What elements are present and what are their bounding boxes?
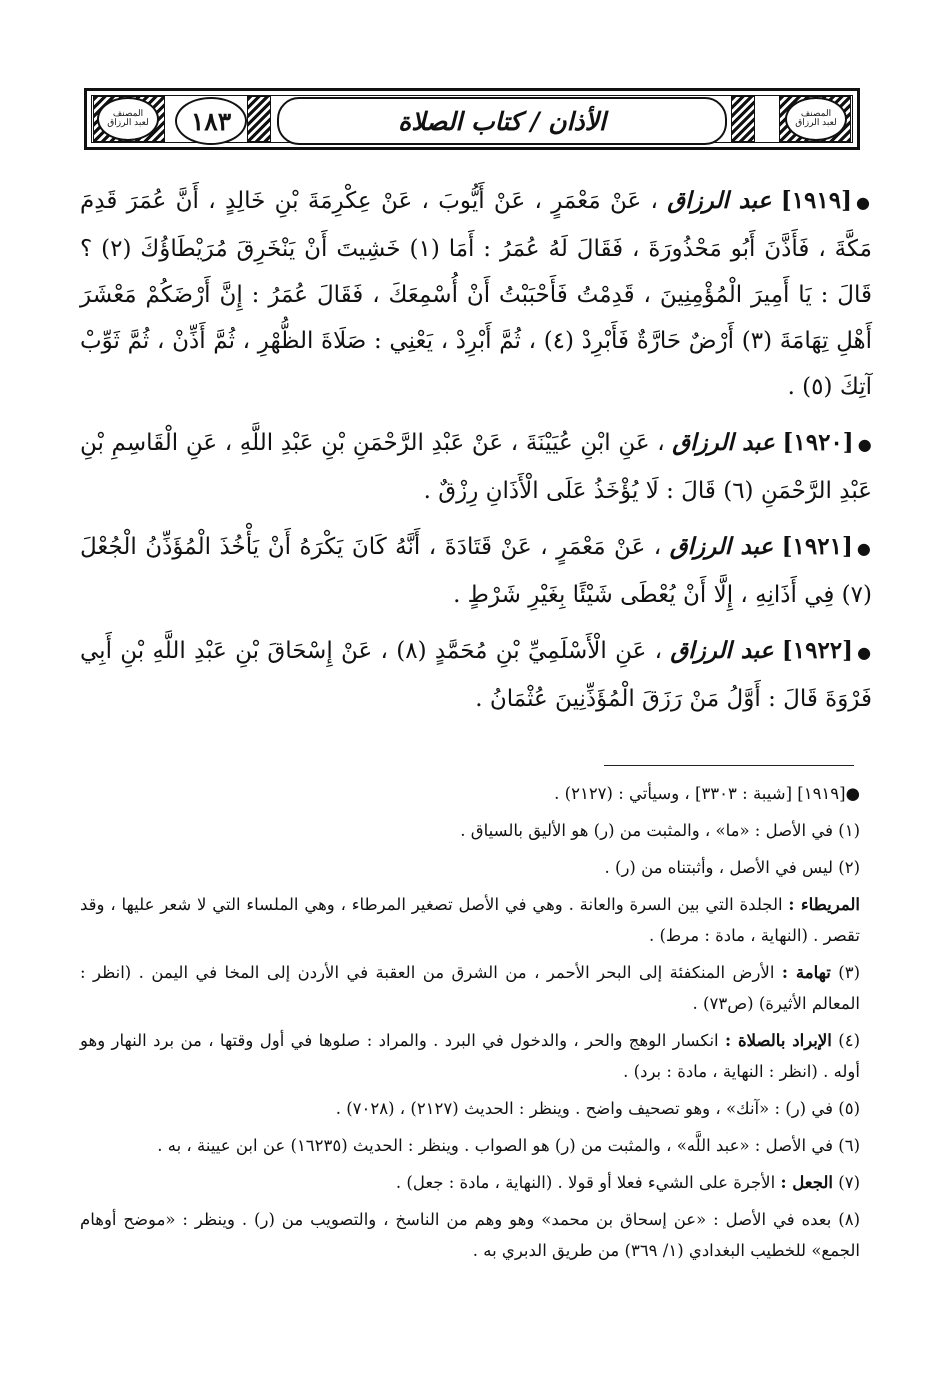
header-ornament-mid-right <box>731 96 755 142</box>
hadith-number: [١٩٢٠] <box>782 429 854 456</box>
footnote-term: المريطاء : <box>788 895 861 914</box>
hadith-text: ، عَنْ مَعْمَرٍ ، عَنْ أَيُّوبَ ، عَنْ عِكْرِمَةَ بْنِ خَالِدٍ ، أَنَّ عُمَرَ قَدِمَ مَكَّةَ ، فَأَذَّنَ أَبُو مَحْذُورَةَ ، فَقَالَ لَهُ عُمَرُ : أَمَا (١) خَشِيتَ أَنْ يَنْخَرِقَ مُرَيْطَاؤُكَ (٢) ؟ قَالَ : يَا أَمِيرَ الْمُؤْمِنِينَ ، قَدِمْتُ فَأَحْبَبْتُ أَنْ أُسْمِعَكَ ، فَقَالَ عُمَرُ : إِنَّ أَرْضَكُمْ مَعْشَرَ أَهْلِ تِهَامَةَ (٣) أَرْضٌ حَارَّةٌ فَأَبْرِدْ (٤) ، ثُمَّ أَبْرِدْ ، يَعْنِي : صَلَاةَ الظُّهْرِ ، ثُمَّ أَذِّنْ ، ثُمَّ ثَوِّبْ آتِكَ (٥) . <box>80 188 873 400</box>
footnote-text: الأجرة على الشيء فعلا أو قولا . (النهاية ، مادة : جعل) . <box>395 1173 776 1192</box>
seal-logo-left: المصنف لعبد الرزاق <box>97 97 159 141</box>
footnote-lead: ●[١٩١٩] <box>797 784 860 803</box>
hadith-author: عبد الرزاق <box>667 187 772 214</box>
footnote-lead: (٢) <box>838 858 860 877</box>
footnote-3 <box>80 957 860 1019</box>
footnote-separator <box>604 765 854 766</box>
footnote-text: الجلدة التي بين السرة والعانة . وهي في الأصل تصغير المرطاء ، وهي الملساء التي لا شعر عليها ، وقد تقصر . (النهاية ، مادة : مرط) . <box>80 895 860 945</box>
footnote-7 <box>80 1167 860 1198</box>
page-header <box>84 88 860 150</box>
header-ornament-mid-left <box>247 96 271 142</box>
seal-logo-right: المصنف لعبد الرزاق <box>785 97 847 141</box>
footnote-text: بعده في الأصل : «عن إسحاق بن محمد» وهو وهم من الناسخ ، والتصويب من (ر) . وينظر : «موضح أوهام الجمع» للخطيب البغدادي (١/ ٣٦٩) من طريق الدبري به . <box>80 1210 860 1260</box>
footnote-8 <box>80 1204 860 1266</box>
footnote-term: الجعل : <box>780 1173 833 1192</box>
hadith-bullet: ● <box>856 193 872 212</box>
hadith-1922 <box>80 628 872 722</box>
footnote-lead: (٧) <box>838 1173 860 1192</box>
hadith-bullet: ● <box>856 539 873 558</box>
hadith-author: عبد الرزاق <box>672 429 775 456</box>
hadith-number: [١٩٢١] <box>781 533 853 560</box>
footnote-6 <box>80 1130 860 1161</box>
footnote-term: تهامة : <box>781 963 831 982</box>
hadith-1920 <box>80 420 872 514</box>
footnote-text: انكسار الوهج والحر ، والدخول في البرد . والمراد : صلوها في أول وقتها ، من برد النهار وهو أوله . (انظر : النهاية ، مادة : برد) . <box>80 1031 860 1081</box>
footnote-lead: (٨) <box>838 1210 860 1229</box>
footnote-lead: (٣) <box>838 963 860 982</box>
hadith-bullet: ● <box>857 435 872 454</box>
hadith-1919 <box>80 178 872 410</box>
main-text <box>80 178 872 732</box>
hadith-text: ، عَنِ الْأَسْلَمِيِّ بْنِ مُحَمَّدٍ (٨) ، عَنْ إِسْحَاقَ بْنِ عَبْدِ اللَّهِ بْنِ أَبِي فَرْوَةَ قَالَ : أَوَّلُ مَنْ رَزَقَ الْمُؤَذِّنِينَ عُثْمَانُ . <box>80 638 872 712</box>
footnote-text: في (ر) : «آنك» ، وهو تصحيف واضح . وينظر : الحديث (٢١٢٧) ، (٧٠٢٨) . <box>335 1099 833 1118</box>
footnote-text: [شيبة : ٣٣٠٣] ، وسيأتي : (٢١٢٧) . <box>554 784 793 803</box>
footnote-2-gloss <box>80 889 860 951</box>
footnote-text: ليس في الأصل ، وأثبتناه من (ر) . <box>604 858 833 877</box>
hadith-text: ، عَنِ ابْنِ عُيَيْنَةَ ، عَنْ عَبْدِ الرَّحْمَنِ بْنِ عَبْدِ اللَّهِ ، عَنِ الْقَاسِمِ بْنِ عَبْدِ الرَّحْمَنِ (٦) قَالَ : لَا يُؤْخَذُ عَلَى الْأَذَانِ رِزْقٌ . <box>80 430 872 504</box>
footnote-5 <box>80 1093 860 1124</box>
hadith-author: عبد الرزاق <box>670 637 774 664</box>
hadith-bullet: ● <box>857 643 873 662</box>
hadith-number: [١٩١٩] <box>780 187 853 214</box>
footnote-text: في الأصل : «ما» ، والمثبت من (ر) هو الأليق بالسياق . <box>460 821 833 840</box>
footnote-1 <box>80 815 860 846</box>
hadith-text: ، عَنْ مَعْمَرٍ ، عَنْ قَتَادَةَ ، أَنَّهُ كَانَ يَكْرَهُ أَنْ يَأْخُذَ الْمُؤَذِّنُ الْجُعْلَ (٧) فِي أَذَانِهِ ، إِلَّا أَنْ يُعْطَى شَيْئًا بِغَيْرِ شَرْطٍ . <box>80 534 872 608</box>
hadith-author: عبد الرزاق <box>669 533 774 560</box>
footnote-4 <box>80 1025 860 1087</box>
footnote-text: في الأصل : «عبد اللَّه» ، والمثبت من (ر) هو الصواب . وينظر : الحديث (١٦٢٣٥) عن ابن عيينة ، به . <box>157 1136 833 1155</box>
footnote-lead: (١) <box>838 821 860 840</box>
footnote-lead: (٤) <box>838 1031 860 1050</box>
footnote-source <box>80 778 860 809</box>
page-number: ١٨٣ <box>175 97 247 145</box>
footnote-term: الإبراد بالصلاة : <box>725 1031 832 1050</box>
footnote-lead: (٦) <box>838 1136 860 1155</box>
hadith-1921 <box>80 524 872 618</box>
hadith-number: [١٩٢٢] <box>781 637 854 664</box>
footnote-lead: (٥) <box>838 1099 860 1118</box>
running-title: الأذان / كتاب الصلاة <box>277 97 727 145</box>
footnotes <box>80 778 860 1272</box>
footnote-text: الأرض المنكفئة إلى البحر الأحمر ، من الشرق من العقبة في الأردن إلى المخا في اليمن . (انظر : المعالم الأثيرة) (ص٧٣) . <box>80 963 860 1013</box>
footnote-2 <box>80 852 860 883</box>
